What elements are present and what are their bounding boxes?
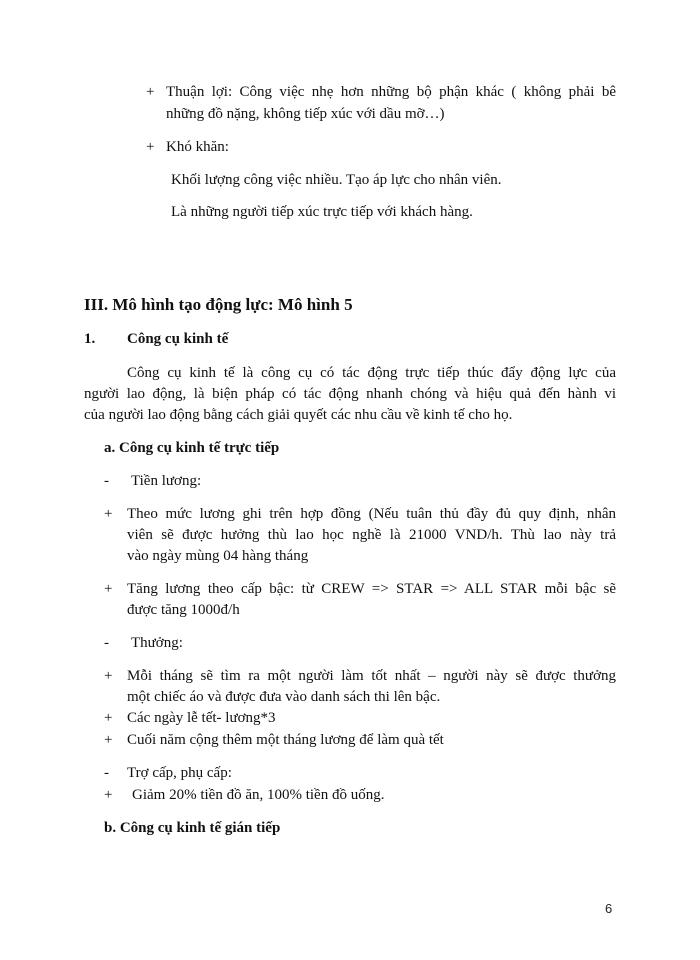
bullet-plus: + <box>104 581 113 597</box>
bullet-plus: + <box>146 139 155 155</box>
subsection-title: Công cụ kinh tế <box>127 331 229 347</box>
bullet-plus: + <box>104 506 113 522</box>
subsection-a-title: a. Công cụ kinh tế trực tiếp <box>104 440 280 456</box>
paragraph-line-3: của người lao động bằng cách giải quyết các nhu cầu về kinh tế cho họ. <box>84 407 513 423</box>
salary-item-2-line-1: Tăng lương theo cấp bậc: từ CREW => STAR => ALL STAR mỗi bậc sẽ <box>127 581 616 597</box>
allowance-label: Trợ cấp, phụ cấp: <box>127 765 232 781</box>
bonus-item-2: Các ngày lễ tết- lương*3 <box>127 710 276 726</box>
difficulties-label: Khó khăn: <box>166 139 229 155</box>
subsection-b-title: b. Công cụ kinh tế gián tiếp <box>104 820 281 836</box>
bullet-dash: - <box>104 635 109 651</box>
salary-item-1-line-2: viên sẽ được hưởng thù lao học nghề là 21000 VND/h. Thù lao này trả <box>127 527 616 543</box>
allowance-item-1: Giảm 20% tiền đồ ăn, 100% tiền đồ uống. <box>132 787 385 803</box>
bonus-label: Thưởng: <box>131 635 183 651</box>
bullet-plus: + <box>104 668 113 684</box>
bullet-dash: - <box>104 473 109 489</box>
bullet-dash: - <box>104 765 109 781</box>
difficulties-line-1: Khối lượng công việc nhiều. Tạo áp lực cho nhân viên. <box>171 172 502 188</box>
bullet-plus: + <box>146 84 155 100</box>
paragraph-line-1: Công cụ kinh tế là công cụ có tác động trực tiếp thúc đẩy động lực của <box>127 365 616 381</box>
bonus-item-1-line-1: Mỗi tháng sẽ tìm ra một người làm tốt nhất – người này sẽ được thưởng <box>127 668 616 684</box>
bonus-item-1-line-2: một chiếc áo và được đưa vào danh sách thi lên bậc. <box>127 689 441 705</box>
subsection-number: 1. <box>84 331 96 347</box>
salary-item-1-line-3: vào ngày mùng 04 hàng tháng <box>127 548 309 564</box>
advantages-line-1: Thuận lợi: Công việc nhẹ hơn những bộ phận khác ( không phải bê <box>166 84 616 100</box>
bullet-plus: + <box>104 787 113 803</box>
section-heading: III. Mô hình tạo động lực: Mô hình 5 <box>84 295 353 314</box>
salary-item-1-line-1: Theo mức lương ghi trên hợp đồng (Nếu tuân thủ đầy đủ quy định, nhân <box>127 506 616 522</box>
bullet-plus: + <box>104 732 113 748</box>
bullet-plus: + <box>104 710 113 726</box>
advantages-line-2: những đồ nặng, không tiếp xúc với dầu mỡ…) <box>166 106 445 122</box>
salary-item-2-line-2: được tăng 1000đ/h <box>127 602 240 618</box>
salary-label: Tiền lương: <box>131 473 202 489</box>
page-number: 6 <box>605 901 613 916</box>
bonus-item-3: Cuối năm cộng thêm một tháng lương để làm quà tết <box>127 732 444 748</box>
paragraph-line-2: người lao động, là biện pháp có tác động nhanh chóng và hiệu quả đến hành vi <box>84 386 616 402</box>
difficulties-line-2: Là những người tiếp xúc trực tiếp với khách hàng. <box>171 204 473 220</box>
